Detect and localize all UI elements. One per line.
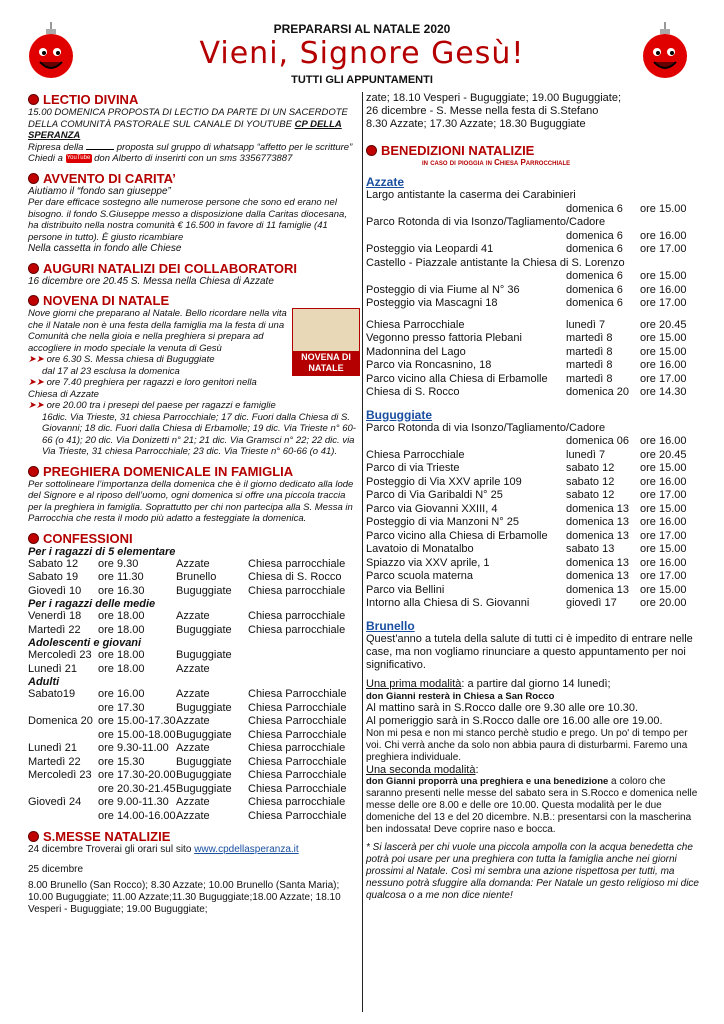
- benedizione-day: domenica 13: [566, 570, 629, 582]
- benedizione-row: [366, 462, 700, 476]
- confessioni-row: [28, 649, 360, 663]
- confessioni-row: [28, 796, 360, 810]
- confessioni-row-cell: ore 9.00-11.30: [98, 796, 169, 808]
- benedizione-place: Posteggio di via Manzoni N° 25: [366, 516, 519, 528]
- benedizione-place: [366, 203, 566, 217]
- benedizione-place: [366, 230, 566, 244]
- confessioni-row: [28, 688, 360, 702]
- brunello-afternoon: Al pomeriggio sarà in S.Rocco dalle ore 16.00 alle ore 19.00.: [366, 714, 663, 727]
- brunello-mode2: Una seconda modalità:: [366, 763, 479, 776]
- benedizione-time: ore 17.00: [640, 372, 687, 385]
- smesse-line3-continued: zate; 18.10 Vesperi - Buguggiate; 19.00 Buguggiate;: [366, 92, 622, 104]
- smesse-line3: 8.00 Brunello (San Rocco); 8.30 Azzate; 10.00 Brunello (Santa Maria); 10.00 Buguggiate; 11.00 Azzate;11.30 Buguggiate;18.00 Azzate; 18.10 Vesperi - Buguggiate; 19.00 Buguggiate;: [28, 880, 341, 915]
- brunello-intro: Quest'anno a tutela della salute di tutti ci è impedito di entrare nelle case, ma non vogliamo rinunciare a questo appuntamento per noi significativo.: [366, 632, 693, 671]
- avvento-body: Per dare efficace sostegno alle numerose persone che sono ed erano nel bisogno. il fondo S.Giuseppe messo a disposizione dalla Caritas diocesana, ha distribuito nella nostra comunità € 16.500 in favore di 11 famiglie (41 persone in tutto). È giusto ricambiare: [28, 197, 347, 243]
- benedizione-place: Posteggio via Mascagni 18: [366, 297, 498, 309]
- benedizione-day: giovedì 17: [566, 597, 617, 609]
- benedizione-row: [366, 203, 700, 217]
- brunello-ampolla: * Si lascerà per chi vuole una piccola ampolla con la acqua benedetta che potrà poi usare per una preghiera con tutta la famiglia anche nei giorni prossimi al Natale. Così mi sembra una azione rispettosa per tutti, ma nessuno potrà sfuggire alla domanda: Per Natale un gesto religioso mi dice qualcosa o a me non dice niente!: [366, 841, 699, 901]
- benedizione-place: Parco via Bellini: [366, 583, 445, 596]
- benedizione-time: ore 15.00: [640, 543, 687, 555]
- avvento-line3: Nella cassetta in fondo alle Chiese: [28, 243, 182, 254]
- confessioni-row-cell: ore 11.30: [98, 571, 144, 583]
- benedizione-day: domenica 6: [566, 270, 623, 282]
- confessioni-row-cell: Buguggiate: [176, 623, 232, 636]
- confessioni-row-cell: Chiesa parrocchiale: [248, 742, 346, 754]
- confessioni-row-cell: Azzate: [176, 688, 210, 700]
- confessioni-row-cell: Sabato 19: [28, 571, 79, 583]
- website-link[interactable]: www.cpdellasperanza.it: [194, 844, 299, 855]
- confessioni-section-title: CONFESSIONI: [28, 531, 360, 546]
- confessioni-row-cell: [248, 649, 358, 663]
- confessioni-row-cell: ore 20.30-21.45: [98, 782, 176, 795]
- benedizione-day: domenica 06: [566, 435, 629, 447]
- azzate-table: [366, 189, 700, 400]
- confessioni-row: [28, 783, 360, 797]
- novena-body: Nove giorni che preparano al Natale. Bello ricordare nella vita che il Natale non è una festa della famiglia ma la festa di una Comunità che nella gioia e nella preghiera si prepara ad accogliere in modo speciale la venuta di Gesù: [28, 308, 287, 354]
- confessioni-row-cell: ore 18.00: [98, 662, 145, 675]
- buguggiate-table: [366, 422, 700, 611]
- benedizione-place: Madonnina del Lago: [366, 345, 466, 358]
- benedizione-place: Largo antistante la caserma dei Carabinieri: [366, 189, 576, 201]
- benedizione-place: Parco Rotonda di via Isonzo/Tagliamento/Cadore: [366, 421, 606, 434]
- confessioni-row-cell: Azzate: [176, 809, 210, 822]
- left-column: [28, 92, 360, 916]
- benedizione-time: ore 16.00: [640, 359, 687, 371]
- benedizioni-subtitle: in caso di pioggia in Chiesa Parrocchiale: [422, 158, 571, 167]
- ornament-bullet-icon: [28, 173, 39, 184]
- benedizione-row: [366, 270, 700, 284]
- confessioni-row: [28, 610, 360, 624]
- benedizione-row: [366, 422, 700, 436]
- ornament-bullet-icon: [28, 263, 39, 274]
- benedizione-place: Vegonno presso fattoria Plebani: [366, 332, 522, 344]
- benedizione-day: sabato 12: [566, 462, 615, 474]
- confessioni-row-cell: [28, 783, 98, 797]
- confessioni-row: [28, 729, 360, 743]
- benedizione-row: [366, 543, 700, 557]
- confessioni-row-cell: Domenica 20: [28, 715, 93, 727]
- benedizione-time: ore 14.30: [640, 386, 687, 398]
- auguri-body: 16 dicembre ore 20.45 S. Messa nella Chiesa di Azzate: [28, 275, 274, 287]
- benedizione-time: ore 17.00: [640, 529, 687, 542]
- avvento-section-title: AVVENTO DI CARITA’: [28, 171, 360, 186]
- confessioni-row-cell: Sabato 12: [28, 557, 79, 570]
- benedizione-row: [366, 257, 700, 271]
- benedizione-day: domenica 6: [566, 283, 623, 296]
- ornament-bullet-icon: [28, 94, 39, 105]
- benedizione-row: [366, 570, 700, 584]
- benedizione-row: [366, 311, 700, 319]
- brunello-mode1: Una prima modalità: a partire dal giorno 14 lunedì;: [366, 677, 611, 690]
- confessioni-row-cell: Brunello: [176, 571, 217, 583]
- benedizione-row: [366, 435, 700, 449]
- benedizione-row: [366, 189, 700, 203]
- benedizione-time: ore 15.00: [640, 462, 687, 474]
- confessioni-row-cell: Chiesa parrocchiale: [248, 610, 346, 622]
- confessioni-row-cell: ore 16.00: [98, 688, 145, 700]
- confessioni-row: [28, 810, 360, 824]
- confessioni-row-cell: Martedì 22: [28, 755, 81, 768]
- benedizione-day: sabato 12: [566, 475, 615, 488]
- youtube-channel-link[interactable]: CP DELLA SPERANZA: [28, 118, 342, 141]
- benedizione-place: Parco via Roncasnino, 18: [366, 359, 492, 371]
- benedizione-place: Chiesa Parrocchiale: [366, 448, 465, 461]
- confessioni-row: [28, 715, 360, 729]
- confessioni-row-cell: Martedì 22: [28, 623, 81, 636]
- confessioni-row-cell: Azzate: [176, 610, 210, 622]
- confessioni-row-cell: Buguggiate: [176, 782, 232, 795]
- confessioni-row-cell: ore 18.00: [98, 610, 145, 622]
- confessioni-row: [28, 663, 360, 677]
- benedizione-time: ore 16.00: [640, 556, 687, 569]
- confessioni-row-cell: ore 14.00-16.00: [98, 809, 176, 822]
- preghiera-section-title: PREGHIERA DOMENICALE IN FAMIGLIA: [28, 464, 360, 479]
- preghiera-body: Per sottolineare l’importanza della domenica che è il giorno dedicato alla lode del Signore e al riposo dell’uomo, ogni domenica si offre una piccola traccia per la preghiera in famiglia. Soprattutto per chi non partecipa alla S. Messa in Parrocchia che resta il modo più adatto a festeggiate la domenica.: [28, 478, 354, 524]
- benedizione-time: ore 17.00: [640, 297, 687, 309]
- brunello-heading: Brunello: [366, 618, 415, 633]
- benedizione-row: [366, 284, 700, 298]
- benedizione-row: [366, 386, 700, 400]
- confessioni-row-cell: Chiesa di S. Rocco: [248, 571, 342, 583]
- benedizione-time: ore 15.00: [640, 345, 687, 358]
- confessioni-group-heading: Per i ragazzi di 5 elementare: [28, 545, 176, 558]
- benedizione-time: ore 15.00: [640, 502, 687, 515]
- novena-bullet-1b: dal 17 al 23 esclusa la domenica: [42, 365, 180, 377]
- novena-bullet-1: ➤➤ ore 6.30 S. Messa chiesa di Buguggiate: [28, 354, 215, 365]
- confessioni-row-cell: Sabato19: [28, 688, 76, 700]
- confessioni-row-cell: Azzate: [176, 715, 210, 727]
- right-column: [366, 92, 700, 902]
- ornament-bullet-icon: [28, 831, 39, 842]
- benedizione-day: lunedì 7: [566, 318, 606, 331]
- confessioni-row-cell: Chiesa Parrocchiale: [248, 728, 347, 741]
- benedizione-place: Parco di Via Garibaldi N° 25: [366, 489, 503, 501]
- benedizione-day: domenica 13: [566, 529, 629, 542]
- benedizione-time: ore 16.00: [640, 516, 687, 528]
- page-title: Vieni, Signore Gesù!: [199, 36, 525, 71]
- benedizione-time: ore 15.00: [640, 202, 687, 215]
- benedizione-day: domenica 6: [566, 229, 623, 242]
- confessioni-row-cell: Buguggiate: [176, 649, 232, 661]
- novena-bullet-3: ➤➤ ore 20.00 tra i presepi del paese per ragazzi e famiglie: [28, 400, 276, 411]
- novena-image: NOVENA DI NATALE: [292, 308, 360, 376]
- smesse-line5: 8.30 Azzate; 17.30 Azzate; 18.30 Buguggiate: [366, 118, 586, 130]
- confessioni-row: [28, 571, 360, 585]
- confessioni-row-cell: Chiesa Parrocchiale: [248, 701, 347, 714]
- confessioni-group-heading: Adolescenti e giovani: [28, 637, 142, 649]
- column-divider: [362, 92, 363, 1012]
- confessioni-row-cell: Chiesa parrocchiale: [248, 584, 346, 597]
- confessioni-row-cell: Chiesa Parrocchiale: [248, 809, 347, 822]
- confessioni-row: [28, 558, 360, 572]
- confessioni-row-cell: ore 18.00: [98, 623, 145, 636]
- benedizione-place: Intorno alla Chiesa di S. Giovanni: [366, 597, 530, 609]
- confessioni-row-cell: Chiesa Parrocchiale: [248, 782, 347, 795]
- confessioni-row-cell: ore 15.00-18.00: [98, 728, 176, 741]
- benedizione-day: lunedì 7: [566, 448, 606, 461]
- benedizione-row: [366, 346, 700, 360]
- benedizione-place: Lavatoio di Monatalbo: [366, 543, 474, 555]
- benedizione-place: Parco vicino alla Chiesa di Erbamolle: [366, 529, 548, 542]
- benedizione-row: [366, 319, 700, 333]
- header-top: PREPARARSI AL NATALE 2020: [273, 22, 451, 36]
- confessioni-row-cell: Chiesa parrocchiale: [248, 557, 346, 570]
- benedizione-day: domenica 13: [566, 516, 629, 528]
- smesse-line4: 26 dicembre - S. Messe nella festa di S.Stefano: [366, 105, 599, 117]
- benedizione-time: ore 15.00: [640, 583, 687, 596]
- benedizione-day: domenica 6: [566, 297, 623, 309]
- novena-presepi: 16dic. Via Trieste, 31 chiesa Parrocchiale; 17 dic. Fuori dalla Chiesa di S. Giovanni; 18 dic. Fuori dalla Chiesa di Erbamolle; 19 dic. Via Trieste n° 60-66 (o 41); 20 dic. Via Donizetti n° 21; 21 dic. Via Gramsci n° 22; 22 dic. via Via Trieste, 31 chiesa Parrocchiale; 23 dic. Via Trieste n° 60-66 (o 41).: [42, 411, 356, 457]
- benedizione-row: [366, 489, 700, 503]
- confessioni-row-cell: Lunedì 21: [28, 742, 77, 754]
- benedizione-day: martedì 8: [566, 332, 613, 344]
- lectio-section-title: LECTIO DIVINA: [28, 92, 360, 107]
- confessioni-row-cell: Chiesa parrocchiale: [248, 623, 346, 636]
- benedizione-row: [366, 530, 700, 544]
- benedizione-row: [366, 557, 700, 571]
- benedizione-place: [366, 311, 566, 319]
- confessioni-row: [28, 702, 360, 716]
- confessioni-row-cell: Buguggiate: [176, 701, 232, 714]
- confessioni-row-cell: Chiesa Parrocchiale: [248, 715, 347, 727]
- brunello-note: Non mi pesa e non mi stanco perchè studio e prego. Un po' di tempo per voi. Chi verrà anche da solo non abbia paura di disturbarmi. Faremo una preghiera individuale.: [366, 727, 688, 763]
- benedizione-day: sabato 12: [566, 489, 615, 501]
- confessioni-row-cell: Buguggiate: [176, 728, 232, 741]
- benedizione-day: martedì 8: [566, 345, 613, 358]
- confessioni-row-cell: ore 17.30-20.00: [98, 769, 176, 781]
- benedizione-place: Posteggio di Via XXV aprile 109: [366, 475, 522, 488]
- benedizione-time: ore 16.00: [640, 229, 687, 242]
- confessioni-row-cell: Mercoledì 23: [28, 769, 92, 781]
- confessioni-row-cell: [28, 729, 98, 743]
- confessioni-row-cell: Mercoledì 23: [28, 649, 92, 661]
- benedizione-row: [366, 243, 700, 257]
- ornament-bullet-icon: [28, 295, 39, 306]
- benedizione-place: Castello - Piazzale antistante la Chiesa di S. Lorenzo: [366, 256, 625, 269]
- confessioni-row-cell: Giovedì 10: [28, 584, 82, 597]
- brunello-mode2-body: don Gianni proporrà una preghiera e una benedizione a coloro che saranno presenti nelle messe del sabato sera in S.Rocco e domenica nelle messe delle ore 8.00 e delle ore 10.00. Questa modalità per le due domeniche del 13 e del 20 dicembre. N.B.: presentarsi con la mascherina ben indossata! Deve coprire naso e bocca.: [366, 775, 698, 835]
- confessioni-row-cell: ore 15.00-17.30: [98, 715, 176, 727]
- benedizione-row: [366, 584, 700, 598]
- benedizione-time: ore 15.00: [640, 270, 687, 282]
- benedizione-day: domenica 6: [566, 202, 623, 215]
- confessioni-row-cell: Chiesa Parrocchiale: [248, 755, 347, 768]
- confessioni-row-cell: ore 9.30-11.00: [98, 742, 169, 754]
- benedizione-time: ore 17.00: [640, 489, 687, 501]
- confessioni-row-cell: Buguggiate: [176, 584, 232, 597]
- brunello-mode1-head: don Gianni resterà in Chiesa a San Rocco: [366, 690, 555, 702]
- confessioni-row-cell: Azzate: [176, 557, 210, 570]
- confessioni-row-cell: Venerdì 18: [28, 610, 82, 622]
- confessioni-row-cell: [28, 702, 98, 716]
- ornament-bullet-icon: [366, 145, 377, 156]
- benedizione-day: domenica 6: [566, 243, 623, 255]
- benedizione-row: [366, 449, 700, 463]
- confessioni-row-cell: [28, 810, 98, 824]
- confessioni-row-cell: Azzate: [176, 796, 210, 808]
- benedizione-day: domenica 20: [566, 386, 629, 398]
- brunello-morning: Al mattino sarà in S.Rocco dalle ore 9.30 alle ore 10.30.: [366, 701, 639, 714]
- lectio-body: 15.00 DOMENICA PROPOSTA DI LECTIO DA PARTE DI UN SACERDOTE DELLA COMUNITÀ PASTORALE SUL CANALE DI YOUTUBE CP DELLA SPERANZA Ripresa della proposta sul gruppo di whatsapp “affetto per le scritture” Chiedi a YouTube don Alberto di inserirti con un sms 3356773887: [28, 107, 353, 164]
- confessioni-row-cell: Lunedì 21: [28, 662, 77, 675]
- benedizione-day: [566, 311, 640, 319]
- confessioni-row: [28, 756, 360, 770]
- confessioni-group-heading: Per i ragazzi delle medie: [28, 598, 156, 610]
- benedizione-day: domenica 13: [566, 583, 629, 596]
- benedizione-place: Posteggio via Leopardi 41: [366, 243, 494, 255]
- benedizione-day: domenica 13: [566, 502, 629, 515]
- confessioni-row: [28, 624, 360, 638]
- benedizione-row: [366, 332, 700, 346]
- auguri-section-title: AUGURI NATALIZI DEI COLLABORATORI: [28, 261, 360, 276]
- confessioni-row-cell: ore 18.00: [98, 649, 145, 661]
- novena-section-title: NOVENA DI NATALE: [28, 293, 360, 308]
- confessioni-row: [28, 769, 360, 783]
- benedizione-day: sabato 13: [566, 543, 615, 555]
- benedizione-time: ore 20.45: [640, 448, 687, 461]
- confessioni-row-cell: ore 9.30: [98, 557, 139, 570]
- confessioni-row-cell: Chiesa parrocchiale: [248, 796, 346, 808]
- buguggiate-heading: Buguggiate: [366, 407, 432, 422]
- confessioni-row-cell: Azzate: [176, 662, 210, 675]
- benedizione-row: [366, 216, 700, 230]
- ornament-bullet-icon: [28, 533, 39, 544]
- benedizione-place: Parco di via Trieste: [366, 462, 460, 474]
- benedizione-row: [366, 359, 700, 373]
- benedizione-place: Posteggio di via Fiume al N° 36: [366, 283, 520, 296]
- confessioni-row-cell: Giovedì 24: [28, 796, 82, 808]
- smesse-line2: 25 dicembre: [28, 864, 84, 875]
- benedizione-time: ore 15.00: [640, 332, 687, 344]
- benedizione-time: ore 16.00: [640, 283, 687, 296]
- benedizione-time: ore 17.00: [640, 243, 687, 255]
- benedizione-place: Chiesa Parrocchiale: [366, 318, 465, 331]
- smesse-section-title: S.MESSE NATALIZIE: [28, 829, 360, 844]
- benedizione-row: [366, 597, 700, 611]
- benedizione-time: ore 16.00: [640, 435, 687, 447]
- confessioni-row-cell: Chiesa Parrocchiale: [248, 688, 347, 700]
- confessioni-row-cell: ore 16.30: [98, 584, 145, 597]
- benedizione-row: [366, 503, 700, 517]
- avvento-line1: Aiutiamo il “fondo san giuseppe”: [28, 185, 171, 197]
- confessioni-row-cell: Chiesa Parrocchiale: [248, 769, 347, 781]
- benedizione-place: [366, 270, 566, 284]
- ornament-bullet-icon: [28, 466, 39, 477]
- confessioni-row: [28, 742, 360, 756]
- confessioni-row-cell: [248, 663, 358, 677]
- confessioni-row-cell: ore 17.30: [98, 701, 145, 714]
- benedizione-day: martedì 8: [566, 359, 613, 371]
- benedizione-place: Spiazzo via XXV aprile, 1: [366, 556, 490, 569]
- benedizione-place: Parco vicino alla Chiesa di Erbamolle: [366, 372, 548, 385]
- confessioni-table: [28, 546, 360, 824]
- smesse-line1: 24 dicembre Troverai gli orari sul sito www.cpdellasperanza.it: [28, 844, 299, 855]
- benedizione-day: martedì 8: [566, 372, 613, 385]
- benedizione-time: [640, 311, 698, 319]
- benedizione-row: [366, 373, 700, 387]
- azzate-heading: Azzate: [366, 175, 405, 189]
- benedizione-place: Parco scuola materna: [366, 570, 473, 582]
- novena-bullet-2: ➤➤ ore 7.40 preghiera per ragazzi e loro genitori nella Chiesa di Azzate: [28, 377, 257, 400]
- benedizione-row: [366, 476, 700, 490]
- youtube-icon: YouTube: [66, 154, 91, 161]
- benedizione-place: Parco Rotonda di via Isonzo/Tagliamento/Cadore: [366, 216, 606, 228]
- benedizione-place: Chiesa di S. Rocco: [366, 386, 460, 398]
- benedizione-row: [366, 230, 700, 244]
- page-subtitle: TUTTI GLI APPUNTAMENTI: [291, 74, 433, 86]
- confessioni-row-cell: ore 15.30: [98, 755, 145, 768]
- benedizione-time: ore 20.45: [640, 318, 687, 331]
- confessioni-row-cell: Buguggiate: [176, 769, 232, 781]
- benedizione-day: domenica 13: [566, 556, 629, 569]
- benedizione-row: [366, 297, 700, 311]
- confessioni-row: [28, 585, 360, 599]
- confessioni-group-heading: Adulti: [28, 676, 60, 688]
- benedizione-time: ore 20.00: [640, 597, 687, 609]
- benedizione-time: ore 17.00: [640, 570, 687, 582]
- benedizione-place: Parco via Giovanni XXIII, 4: [366, 502, 498, 515]
- benedizioni-section-title: BENEDIZIONI NATALIZIE: [366, 143, 700, 158]
- benedizione-time: ore 16.00: [640, 475, 687, 488]
- benedizione-place: [366, 435, 566, 449]
- confessioni-row-cell: Azzate: [176, 742, 210, 754]
- benedizione-row: [366, 516, 700, 530]
- confessioni-row-cell: Buguggiate: [176, 755, 232, 768]
